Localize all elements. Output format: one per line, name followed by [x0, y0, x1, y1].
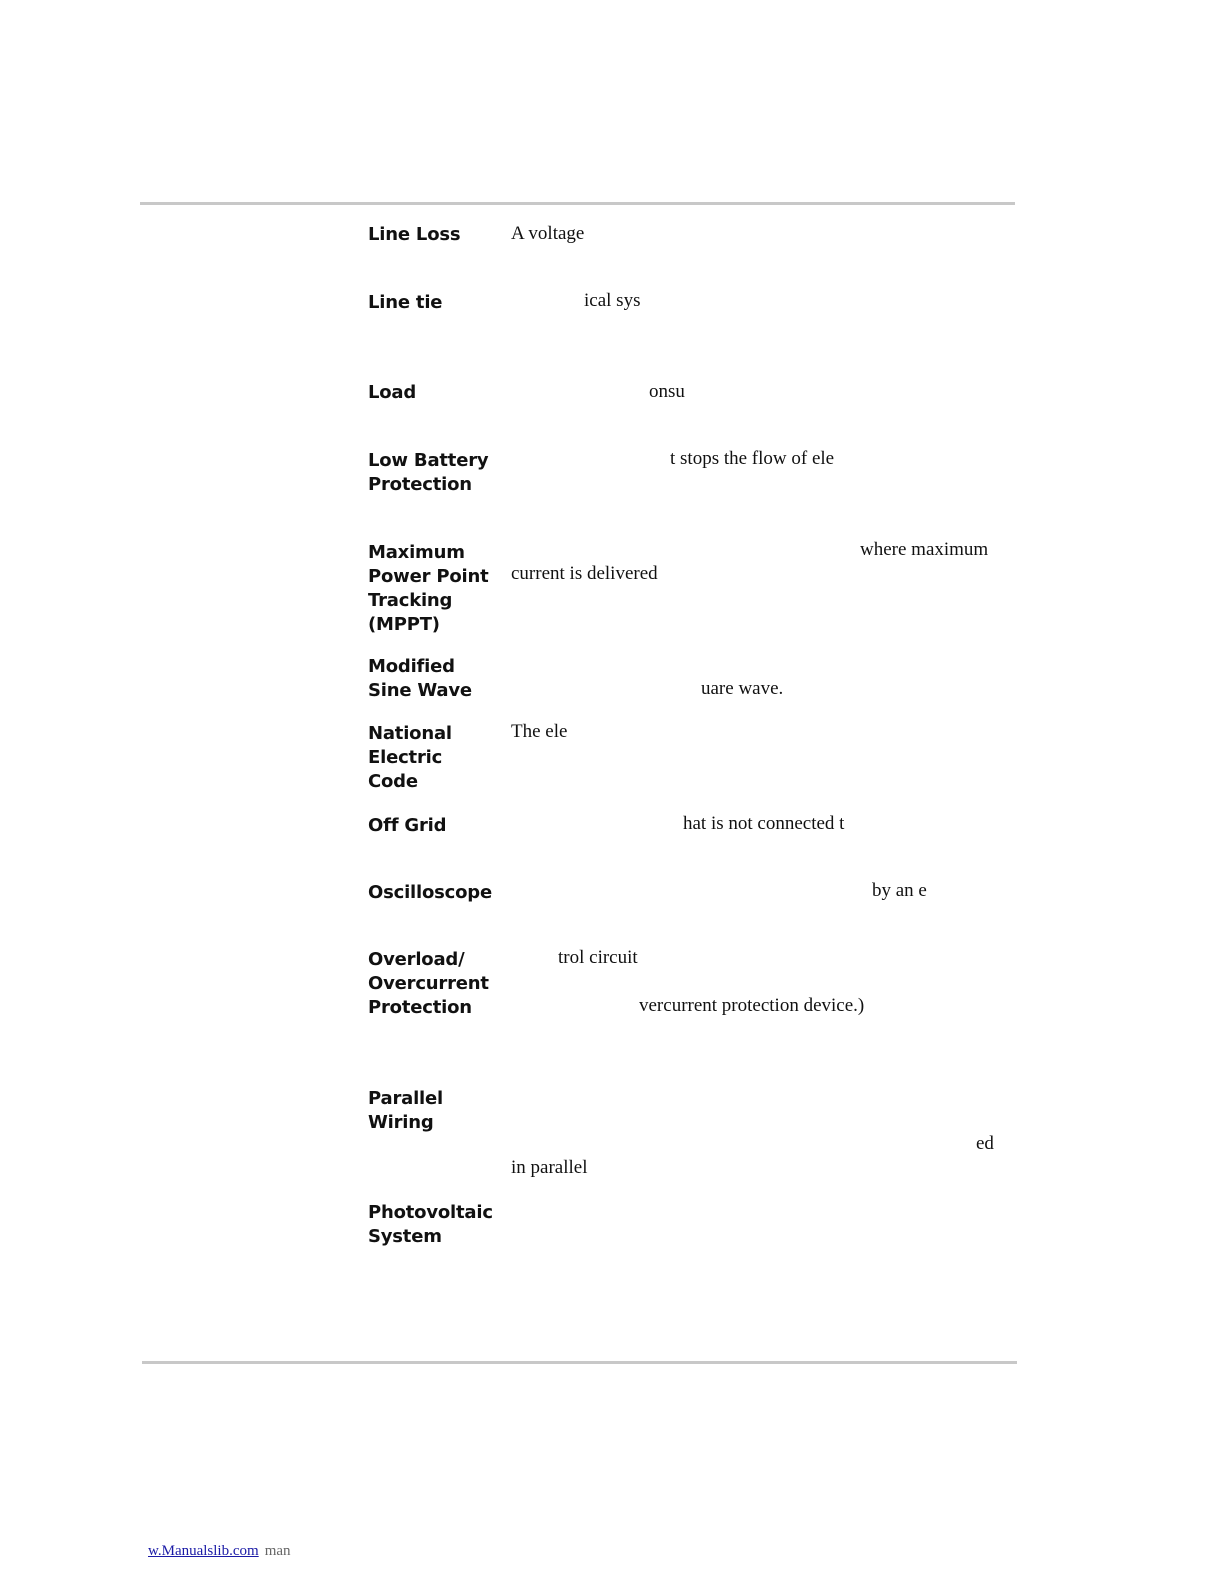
term-parallel-wiring: Parallel Wiring — [368, 1088, 443, 1133]
definition-overload-line-1: trol circuit — [558, 947, 638, 968]
definition-parallel-wiring-line-2: in parallel — [511, 1157, 588, 1178]
definition-low-battery-protection: t stops the flow of ele — [670, 448, 835, 469]
term-national-electric-code: National Electric Code — [368, 723, 452, 792]
manualslib-link[interactable]: w.Manualslib.com — [148, 1543, 259, 1559]
definition-off-grid: hat is not connected t — [683, 813, 845, 834]
definition-overload-line-2: vercurrent protection device.) — [639, 995, 865, 1016]
definition-mppt-line-1: where maximum — [860, 539, 989, 560]
footer — [126, 1542, 291, 1560]
term-oscilloscope: Oscilloscope — [368, 882, 493, 903]
term-mppt: Maximum Power Point Tracking (MPPT) — [368, 542, 489, 635]
definition-oscilloscope: by an e — [872, 880, 927, 901]
definition-load: onsu — [649, 381, 685, 402]
term-load: Load — [368, 382, 417, 403]
definition-line-tie: ical sys — [584, 290, 641, 311]
term-overload-overcurrent-protection: Overload/ Overcurrent Protection — [368, 949, 489, 1018]
term-photovoltaic-system: Photovoltaic System — [368, 1202, 493, 1247]
definition-line-loss: A voltage — [511, 223, 585, 244]
footer-suffix: man — [264, 1543, 291, 1559]
definition-national-electric-code: The ele — [511, 721, 568, 742]
term-off-grid: Off Grid — [368, 815, 447, 836]
top-rule — [140, 202, 1015, 205]
bottom-rule — [142, 1361, 1017, 1364]
term-modified-sine-wave: Modified Sine Wave — [368, 656, 472, 701]
definition-modified-sine-wave: uare wave. — [701, 678, 784, 699]
term-line-tie: Line tie — [368, 292, 443, 313]
definition-parallel-wiring-line-1: ed — [976, 1133, 994, 1154]
definition-mppt-line-2: current is delivered — [511, 563, 658, 584]
term-low-battery-protection: Low Battery Protection — [368, 450, 489, 495]
term-line-loss: Line Loss — [368, 224, 461, 245]
